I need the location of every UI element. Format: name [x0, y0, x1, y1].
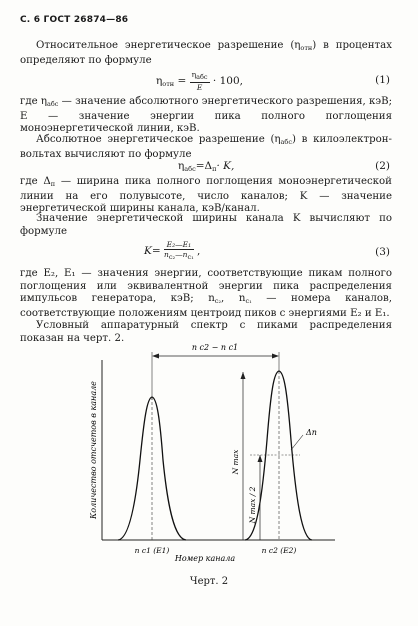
f2-rhs: =Δ: [195, 160, 213, 172]
f3-den-a: c₂: [168, 253, 176, 261]
nmax-label: N max: [231, 449, 240, 475]
f3-num: E₂—E₁: [166, 240, 192, 249]
formula-2: [178, 160, 234, 173]
f3-den-n2: n: [182, 250, 188, 259]
p3-text: Абсолютное энергетическое разрешение (η: [36, 134, 281, 145]
f1-num-sub: абс: [196, 73, 208, 81]
p1-rest: ) в процентах определяют по формуле: [20, 40, 392, 66]
p1-sub: отн: [300, 44, 313, 52]
f1-tail: · 100,: [212, 75, 243, 87]
paragraph-abs-res: [20, 134, 392, 161]
f3-den-n1: n: [164, 250, 169, 259]
nmax-arrowhead: [241, 372, 246, 379]
nmax-half-arrowhead: [258, 455, 263, 462]
paragraph-figure-ref: Условный аппаратурный спектр с пиками распределения показан на черт. 2.: [20, 320, 392, 344]
f1-den: E: [196, 83, 203, 92]
p4-text: где Δ: [20, 176, 51, 187]
peak-1-label: n c1 (E1): [134, 546, 170, 555]
formula-1: $\eta_{отн}$ = $\frac{\text{ηабс}}{E}$ · 100,: [156, 70, 243, 92]
paragraph-abs-def: [20, 96, 392, 136]
paragraph-energies: [20, 268, 392, 320]
p2-sub: абс: [47, 100, 59, 108]
f1-lhs: η: [156, 75, 163, 87]
f3-tail: ,: [197, 245, 201, 257]
p3-sub: абс: [280, 138, 292, 146]
f1-lhs-sub: отн: [162, 80, 175, 88]
y-axis-label: Количество отсчетов в канале: [89, 381, 98, 519]
p6-a: c₂: [214, 297, 222, 306]
eqno-3: (3): [375, 246, 390, 258]
p4-rest: — ширина пика полного поглощения моноэнергетической линии на его полувысоте, число каналов; K — значение энергетической ширины канала, кэВ/канал.: [20, 176, 392, 215]
f2-tail: · K,: [216, 160, 235, 172]
distance-label: n c2 − n c1: [191, 343, 239, 352]
delta-label: Δn: [306, 428, 317, 437]
p4-sub: п: [50, 180, 56, 188]
p3-rest: ) в килоэлектрон-вольтах вычисляют по формуле: [20, 134, 392, 160]
f3-fraction: $\frac{\text{E₂—E₁}}{\text{nc₂—nc₁}}$: [164, 240, 194, 261]
f2-rhs-sub: п: [212, 165, 217, 173]
f1-fraction: [190, 70, 210, 92]
f2-lhs: η: [178, 160, 185, 172]
paragraph-intro: [20, 40, 392, 67]
p6-rest: — номера каналов, соответствующие положениям центроид пиков с энергиями E₂ и E₁.: [20, 293, 392, 319]
paragraph-k: Значение энергетической ширины канала K вычисляют по формуле: [20, 213, 392, 237]
arrowhead-right: [272, 354, 279, 359]
f3-lhs: K=: [144, 245, 161, 257]
p2-rest: — значение абсолютного энергетического разрешения, кэВ; E — значение энергии пика полного поглощения моноэнергетической линии, кэВ.: [20, 96, 393, 135]
peak-2-label: n c2 (E2): [261, 546, 297, 555]
arrowhead-left: [152, 354, 159, 359]
figure-caption: Черт. 2: [189, 576, 229, 587]
x-axis-label: Номер канала: [174, 554, 236, 563]
nmax-half-label: N max / 2: [248, 486, 257, 524]
spectrum-figure: [0, 340, 418, 580]
f3-den-b: c₁: [187, 253, 194, 261]
p6-text: где E₂, E₁ — значения энергии, соответствующие пикам полного поглощения или эквивалентной энергии пика распределения импульсов генератора, кэВ; n: [20, 268, 392, 305]
p6-mid: , n: [221, 293, 246, 305]
f1-num: η: [191, 70, 197, 79]
page-header: С. 6 ГОСТ 26874—86: [20, 15, 129, 25]
paragraph-delta-def: [20, 176, 392, 216]
delta-leader: [291, 435, 303, 450]
eqno-1: (1): [375, 74, 390, 86]
p2-text: где η: [20, 96, 47, 107]
formula-3: [144, 240, 200, 262]
f2-lhs-sub: абс: [184, 165, 196, 173]
p1-text: Относительное энергетическое разрешение (η: [36, 40, 301, 51]
p6-b: c₁: [245, 297, 252, 306]
eqno-2: (2): [375, 160, 390, 172]
